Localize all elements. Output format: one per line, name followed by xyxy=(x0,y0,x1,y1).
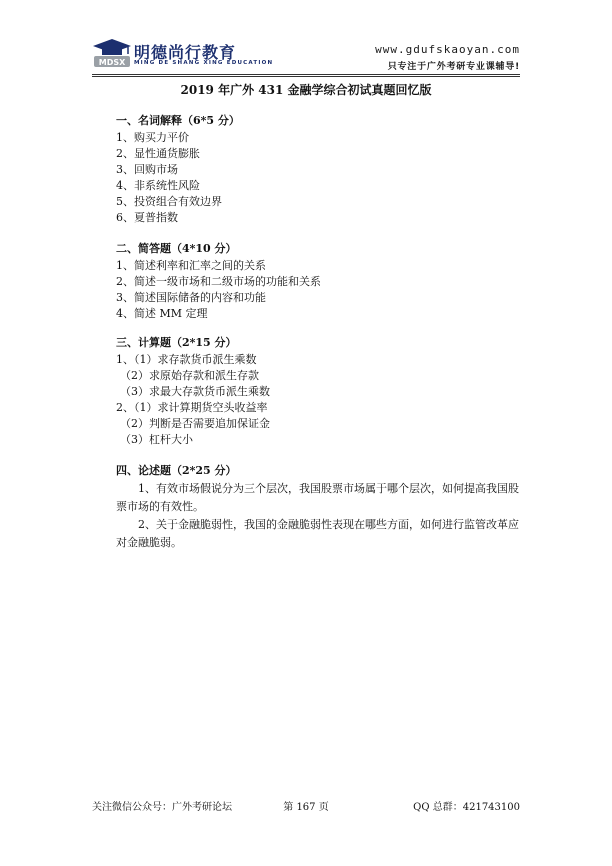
header-rule xyxy=(92,74,520,75)
question-item: 2、简述一级市场和二级市场的功能和关系 xyxy=(116,275,321,288)
section-heading: 一、名词解释（6*5 分） xyxy=(116,114,240,127)
section-essay xyxy=(116,462,528,552)
footer-qq-group: QQ 总群：421743100 xyxy=(413,802,520,813)
question-item: 2、显性通货膨胀 xyxy=(116,147,200,160)
section-heading: 二、简答题（4*10 分） xyxy=(116,242,237,255)
footer-wechat: 关注微信公众号：广外考研论坛 xyxy=(92,802,232,813)
section-short-answer xyxy=(116,240,528,322)
header-rule-thin xyxy=(92,76,520,77)
exam-content xyxy=(116,102,528,552)
question-item: 3、简述国际储备的内容和功能 xyxy=(116,291,266,304)
page-header xyxy=(0,0,612,78)
section-heading: 三、计算题（2*15 分） xyxy=(116,336,237,349)
page-footer xyxy=(92,798,520,812)
section-terms xyxy=(116,112,528,226)
document-title: 2019 年广外 431 金融学综合初试真题回忆版 xyxy=(180,83,432,97)
page-number: 第 167 页 xyxy=(283,802,329,813)
section-calculation xyxy=(116,334,528,448)
question-subitem: （3）杠杆大小 xyxy=(120,433,193,446)
question-item: 4、非系统性风险 xyxy=(116,179,200,192)
essay-question: 1、有效市场假说分为三个层次，我国股票市场属于哪个层次，如何提高我国股票市场的有效性。 xyxy=(116,482,519,513)
brand-name: 明德尚行教育 xyxy=(134,43,237,62)
question-subitem: （3）求最大存款货币派生乘数 xyxy=(120,385,270,398)
graduation-cap-logo-icon xyxy=(92,38,132,68)
question-item: 4、简述 MM 定理 xyxy=(116,307,208,320)
question-item: 1、（1）求存款货币派生乘数 xyxy=(116,353,257,366)
question-item: 1、简述利率和汇率之间的关系 xyxy=(116,259,266,272)
question-subitem: （2）求原始存款和派生存款 xyxy=(120,369,259,382)
question-item: 3、回购市场 xyxy=(116,163,178,176)
question-item: 6、夏普指数 xyxy=(116,211,178,224)
brand-subtitle: MING DE SHANG XING EDUCATION xyxy=(134,60,274,66)
question-item: 5、投资组合有效边界 xyxy=(116,195,222,208)
essay-question: 2、关于金融脆弱性，我国的金融脆弱性表现在哪些方面，如何进行监管改革应对金融脆弱。 xyxy=(116,518,519,549)
website-url[interactable]: www.gdufskaoyan.com xyxy=(375,43,520,56)
question-subitem: （2）判断是否需要追加保证金 xyxy=(120,417,270,430)
question-item: 1、购买力平价 xyxy=(116,131,189,144)
question-item: 2、（1）求计算期货空头收益率 xyxy=(116,401,268,414)
slogan: 只专注于广外考研专业课辅导! xyxy=(387,62,520,72)
section-heading: 四、论述题（2*25 分） xyxy=(116,464,237,477)
svg-text:MDSX: MDSX xyxy=(98,58,126,67)
